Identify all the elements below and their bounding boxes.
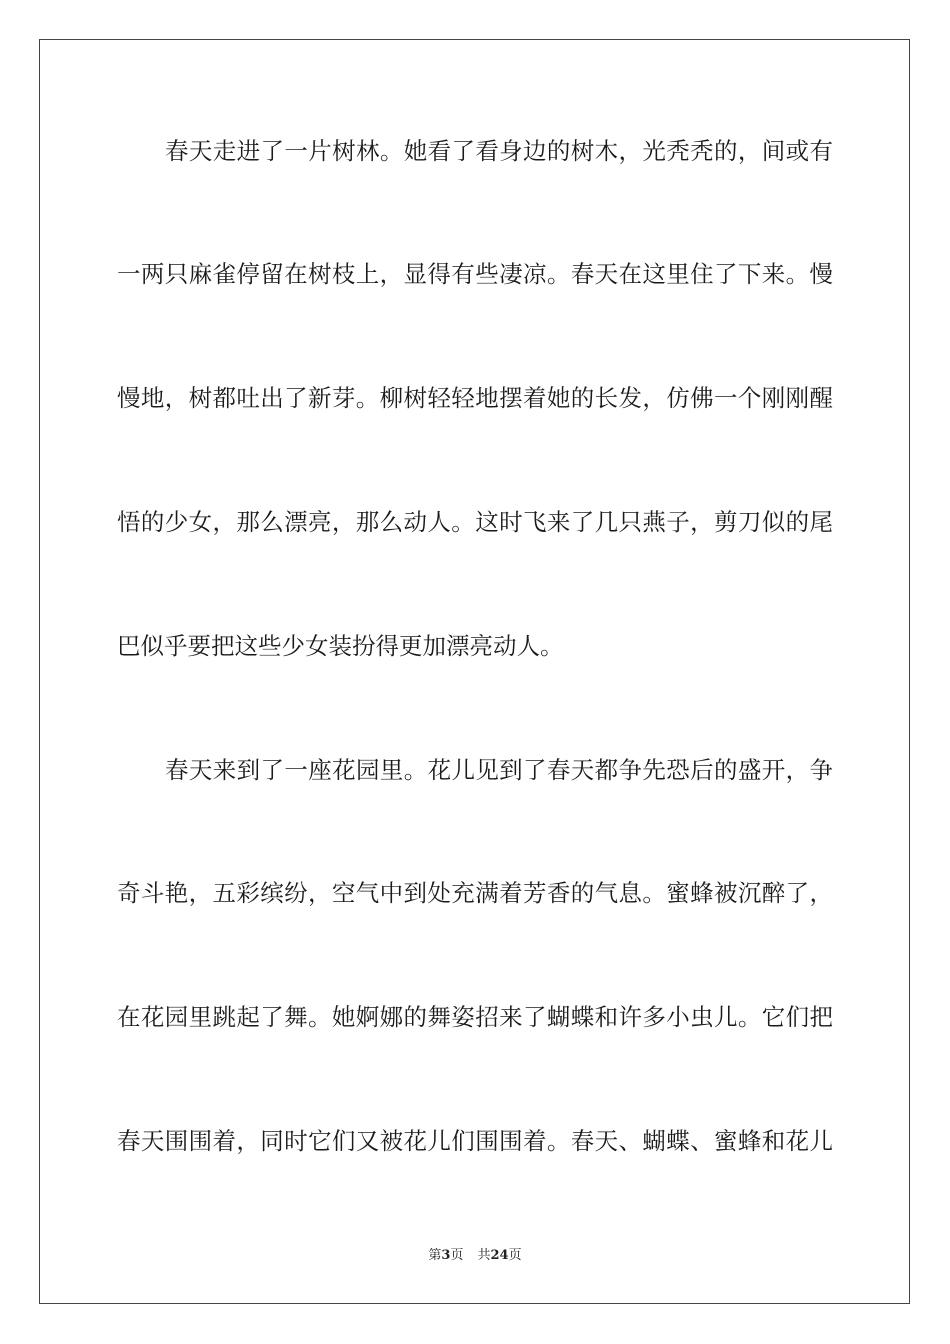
paragraph-2-line-1: 春天来到了一座花园里。花儿见到了春天都争先恐后的盛开，争 bbox=[165, 756, 833, 784]
paragraph-1-line-5: 巴似乎要把这些少女装扮得更加漂亮动人。 bbox=[117, 632, 564, 660]
page-prefix: 第 bbox=[428, 1248, 442, 1263]
paragraph-1-line-2: 一两只麻雀停留在树枝上，显得有些凄凉。春天在这里住了下来。慢 bbox=[117, 260, 833, 288]
page-footer bbox=[0, 1246, 950, 1266]
paragraph-1-line-1: 春天走进了一片树林。她看了看身边的树木，光秃秃的，间或有 bbox=[165, 137, 833, 165]
paragraph-2-line-4: 春天围围着，同时它们又被花儿们围围着。春天、蝴蝶、蜜蜂和花儿 bbox=[117, 1127, 833, 1155]
page-number: 3 bbox=[441, 1248, 451, 1263]
total-pages-indicator bbox=[477, 1248, 521, 1263]
paragraph-2-line-3: 在花园里跳起了舞。她婀娜的舞姿招来了蝴蝶和许多小虫儿。它们把 bbox=[117, 1003, 833, 1031]
total-pages: 24 bbox=[490, 1248, 509, 1263]
total-prefix: 共 bbox=[477, 1248, 491, 1263]
paragraph-1-line-4: 悟的少女，那么漂亮，那么动人。这时飞来了几只燕子，剪刀似的尾 bbox=[117, 508, 833, 536]
page-indicator bbox=[428, 1248, 463, 1263]
paragraph-1-line-3: 慢地，树都吐出了新芽。柳树轻轻地摆着她的长发，仿佛一个刚刚醒 bbox=[117, 384, 833, 412]
page-border bbox=[39, 39, 910, 1304]
total-suffix: 页 bbox=[508, 1248, 522, 1263]
page-suffix: 页 bbox=[450, 1248, 464, 1263]
paragraph-2-line-2: 奇斗艳，五彩缤纷，空气中到处充满着芳香的气息。蜜蜂被沉醉了， bbox=[117, 879, 833, 907]
